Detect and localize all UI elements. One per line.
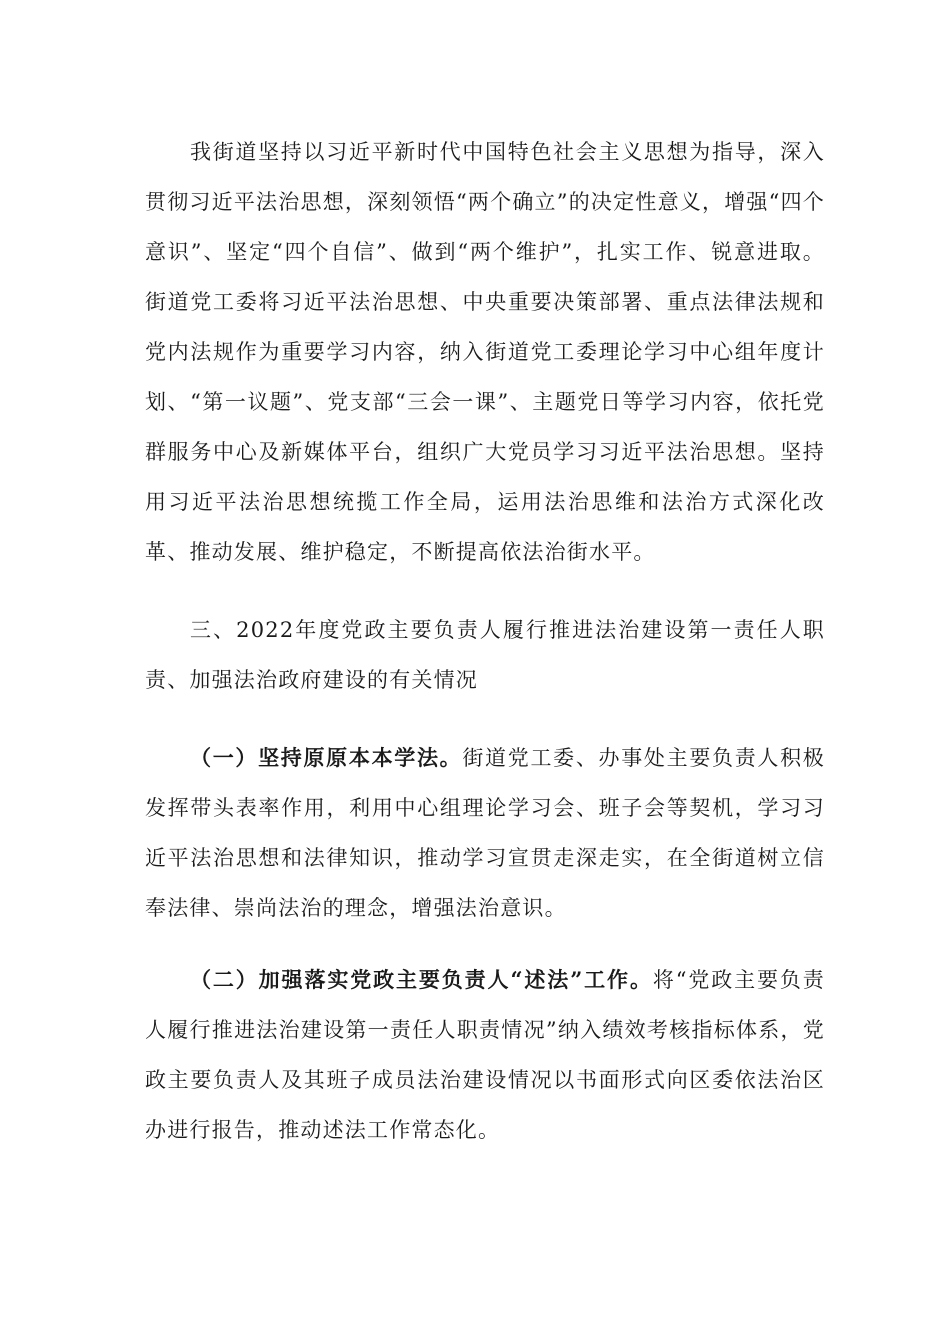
item-1-body: 街道党工委、办事处主要负责人积极发挥带头表率作用，利用中心组理论学习会、班子会等契机，学习习近平法治思想和法律知识，推动学习宣贯走深走实，在全街道树立信奉法律、崇尚法治的理念，增强法治意识。 (145, 746, 825, 920)
item-2-title: （二）加强落实党政主要负责人“述法”工作。 (190, 967, 653, 992)
paragraph-study-thought: 我街道坚持以习近平新时代中国特色社会主义思想为指导，深入贯彻习近平法治思想，深刻领悟“两个确立”的决定性意义，增强“四个意识”、坚定“四个自信”、做到“两个维护”，扎实工作、锐意进取。街道党工委将习近平法治思想、中央重要决策部署、重点法律法规和党内法规作为重要学习内容，纳入街道党工委理论学习中心组年度计划、“第一议题”、党支部“三会一课”、主题党日等学习内容，依托党群服务中心及新媒体平台，组织广大党员学习习近平法治思想。坚持用习近平法治思想统揽工作全局，运用法治思维和法治方式深化改革、推动发展、维护稳定，不断提高依法治街水平。 (145, 140, 825, 564)
item-1-paragraph (145, 733, 825, 933)
item-2-paragraph (145, 955, 825, 1155)
item-1-title: （一）坚持原原本本学法。 (190, 745, 463, 770)
section-heading-3: 三、2022年度党政主要负责人履行推进法治建设第一责任人职责、加强法治政府建设的有关情况 (145, 618, 825, 692)
document-page (145, 127, 825, 1155)
item-2-body: 将“党政主要负责人履行推进法治建设第一责任人职责情况”纳入绩效考核指标体系，党政主要负责人及其班子成员法治建设情况以书面形式向区委依法治区办进行报告，推动述法工作常态化。 (145, 968, 826, 1142)
